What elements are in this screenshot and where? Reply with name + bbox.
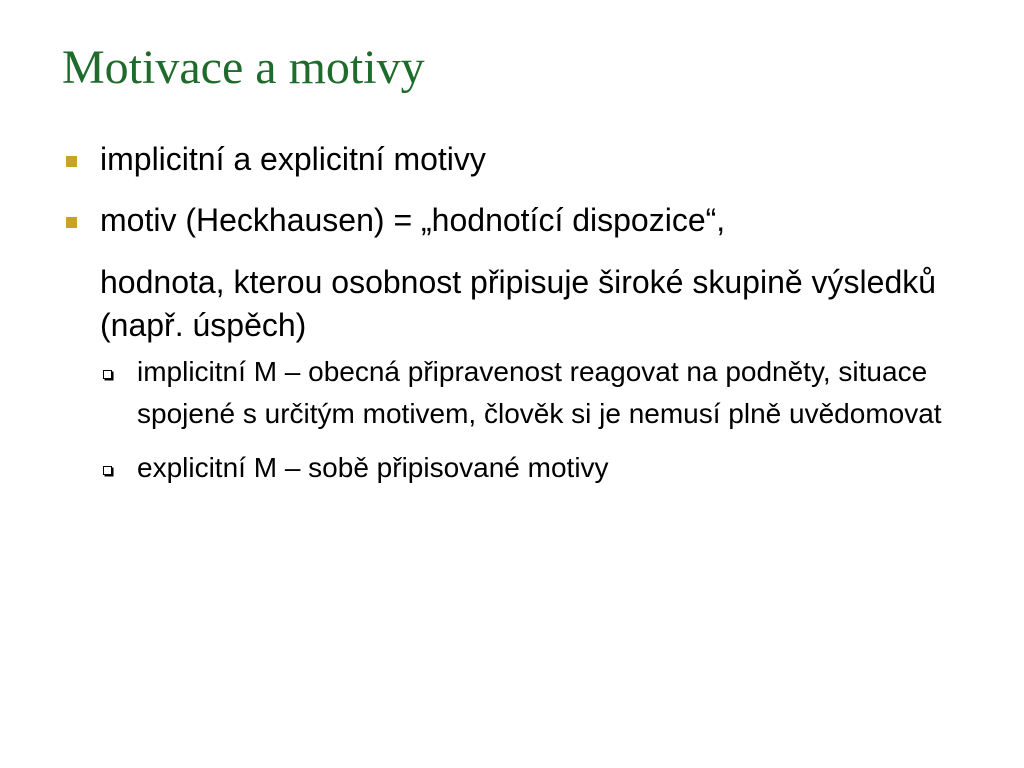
sub-bullet-text: explicitní M – sobě připisované motivy: [137, 452, 609, 483]
sub-bullet-item: [62, 351, 1002, 435]
hollow-square-bullet-icon: [103, 466, 112, 475]
bullet-text: implicitní a explicitní motivy: [100, 141, 486, 177]
bullet-text: motiv (Heckhausen) = „hodnotící dispozice“,: [100, 202, 726, 238]
bullet-item: [62, 138, 1002, 181]
bullet-continuation-text: hodnota, kterou osobnost připisuje široké skupině výsledků (např. úspěch): [100, 264, 937, 343]
slide-content: [62, 138, 1002, 489]
hollow-square-bullet-icon: [103, 370, 112, 379]
slide-title: Motivace a motivy: [62, 41, 425, 94]
sub-bullet-item: [62, 447, 1002, 489]
square-bullet-icon: [66, 156, 77, 167]
square-bullet-icon: [66, 217, 77, 228]
bullet-item: [62, 199, 1002, 242]
sub-bullet-text: implicitní M – obecná připravenost reagovat na podněty, situace spojené s určitým motivem, člověk si je nemusí plně uvědomovat: [137, 356, 942, 429]
